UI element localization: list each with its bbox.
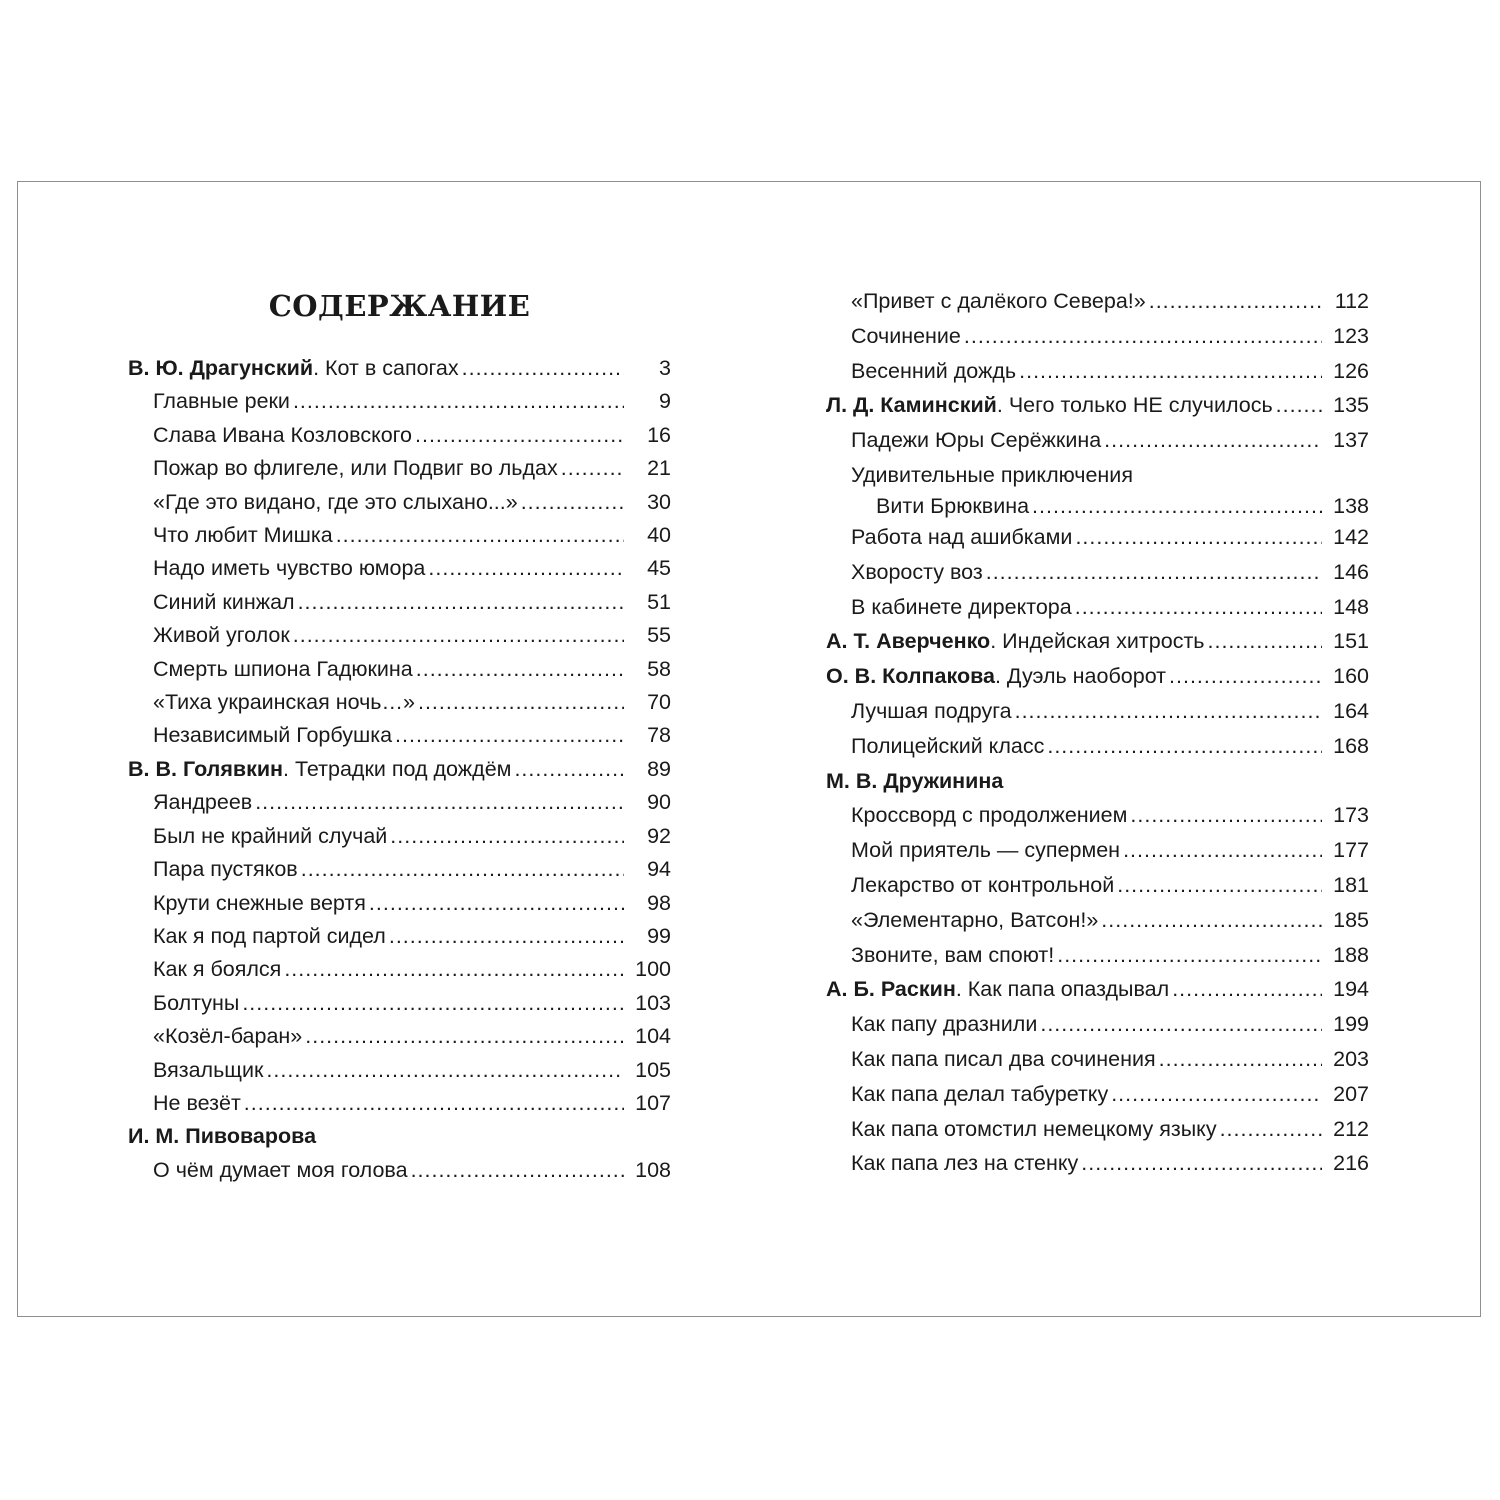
page-number: 168 bbox=[1333, 733, 1369, 758]
toc-entry-title: Как папа лез на стенку bbox=[851, 1151, 1079, 1176]
toc-entry-heading bbox=[153, 686, 415, 719]
toc-entry-heading bbox=[826, 764, 1003, 799]
author-name: А. Т. Аверченко bbox=[826, 629, 991, 654]
dot-leader bbox=[390, 820, 624, 853]
toc-entry-title: . Тетрадки под дождём bbox=[283, 756, 512, 781]
toc-entry-heading bbox=[153, 419, 412, 452]
dot-leader bbox=[1019, 354, 1322, 389]
page-number: 164 bbox=[1333, 698, 1369, 723]
toc-entry-heading bbox=[851, 590, 1072, 625]
page-number: 123 bbox=[1333, 323, 1369, 348]
toc-entry bbox=[826, 354, 1369, 389]
page-number: 108 bbox=[635, 1157, 671, 1182]
toc-entry-heading bbox=[851, 833, 1120, 868]
toc-author-entry bbox=[826, 659, 1369, 694]
toc-entry-title: . Как папа опаздывал bbox=[955, 977, 1170, 1002]
toc-entry-title: «Где это видано, где это слыхано...» bbox=[153, 489, 518, 514]
toc-entry-heading bbox=[851, 903, 1098, 938]
page-number: 89 bbox=[647, 756, 671, 781]
toc-entry-heading bbox=[153, 452, 558, 485]
dot-leader bbox=[1047, 729, 1322, 764]
page-number: 138 bbox=[1333, 493, 1369, 518]
toc-entry bbox=[826, 590, 1369, 625]
toc-entry-heading bbox=[851, 423, 1101, 458]
dot-leader bbox=[428, 552, 624, 585]
dot-leader bbox=[389, 920, 624, 953]
dot-leader bbox=[1015, 694, 1322, 729]
toc-entry-title: Что любит Мишка bbox=[153, 523, 333, 548]
toc-entry-heading bbox=[153, 1154, 408, 1187]
toc-entry-title: Как папу дразнили bbox=[851, 1012, 1038, 1037]
toc-entry bbox=[128, 586, 671, 619]
dot-leader bbox=[266, 1054, 624, 1087]
dot-leader bbox=[1149, 284, 1322, 319]
author-name: Л. Д. Каминский bbox=[826, 393, 997, 418]
toc-entry bbox=[826, 520, 1369, 555]
toc-entry-title: Пожар во флигеле, или Подвиг во льдах bbox=[153, 456, 558, 481]
page-number: 212 bbox=[1333, 1116, 1369, 1141]
dot-leader bbox=[1159, 1042, 1322, 1077]
toc-entry bbox=[128, 486, 671, 519]
dot-leader bbox=[244, 1087, 624, 1120]
toc-entry-heading bbox=[153, 1020, 302, 1053]
author-name: И. М. Пивоварова bbox=[128, 1124, 317, 1149]
toc-entry bbox=[826, 555, 1369, 590]
page-number: 92 bbox=[647, 823, 671, 848]
dot-leader bbox=[1208, 624, 1323, 659]
toc-entry bbox=[128, 452, 671, 485]
page-number: 126 bbox=[1333, 358, 1369, 383]
page-number: 104 bbox=[635, 1024, 671, 1049]
toc-entry-title: «Привет с далёкого Севера!» bbox=[851, 289, 1146, 313]
toc-entry-title: Живой уголок bbox=[153, 623, 290, 648]
page-number: 207 bbox=[1333, 1081, 1369, 1106]
toc-entry bbox=[826, 1077, 1369, 1112]
toc-author-entry bbox=[128, 352, 671, 385]
toc-entry-title: Удивительные приключения bbox=[851, 462, 1133, 487]
toc-author-entry bbox=[826, 764, 1369, 799]
page-number: 160 bbox=[1333, 664, 1369, 689]
page-number: 181 bbox=[1333, 872, 1369, 897]
toc-entry-title: Весенний дождь bbox=[851, 358, 1017, 383]
toc-entry-heading bbox=[153, 887, 366, 920]
toc-entry bbox=[826, 938, 1369, 973]
dot-leader bbox=[293, 385, 624, 418]
toc-entry bbox=[826, 903, 1369, 938]
toc-author-entry bbox=[128, 753, 671, 786]
toc-entry-title: «Козёл-баран» bbox=[153, 1024, 303, 1049]
toc-entry-heading bbox=[851, 938, 1054, 973]
page-number: 70 bbox=[647, 690, 671, 715]
dot-leader bbox=[521, 486, 624, 519]
toc-entry-heading bbox=[153, 719, 392, 752]
dot-leader bbox=[416, 653, 624, 686]
dot-leader bbox=[1040, 1007, 1322, 1042]
toc-entry-heading bbox=[851, 1146, 1078, 1181]
page-number: 151 bbox=[1333, 629, 1369, 654]
page-number: 16 bbox=[647, 422, 671, 447]
toc-entry-heading bbox=[153, 953, 281, 986]
page-number: 216 bbox=[1333, 1151, 1369, 1176]
toc-entry bbox=[128, 887, 671, 920]
toc-right-column bbox=[826, 284, 1369, 1181]
toc-entry bbox=[128, 1054, 671, 1087]
dot-leader bbox=[514, 753, 624, 786]
toc-entry bbox=[826, 319, 1369, 354]
toc-entry-title: Мой приятель — супермен bbox=[851, 838, 1121, 863]
toc-entry-heading bbox=[851, 1042, 1156, 1077]
toc-entry-title: Как я боялся bbox=[153, 957, 282, 982]
dot-leader bbox=[298, 586, 624, 619]
toc-entry-title: Был не крайний случай bbox=[153, 823, 388, 848]
toc-author-entry bbox=[826, 624, 1369, 659]
toc-entry-heading bbox=[153, 653, 413, 686]
toc-entry-title: Звоните, вам споют! bbox=[851, 942, 1055, 967]
toc-entry bbox=[826, 868, 1369, 903]
toc-entry-title: Сочинение bbox=[851, 323, 961, 348]
toc-entry bbox=[128, 419, 671, 452]
dot-leader bbox=[1032, 492, 1322, 520]
toc-entry-title: Хворосту воз bbox=[851, 559, 983, 584]
toc-entry-heading bbox=[128, 1120, 316, 1153]
author-name: В. В. Голявкин bbox=[128, 756, 284, 781]
toc-entry-title: . Дуэль наоборот bbox=[994, 664, 1167, 689]
toc-entry-title: . Чего только НЕ случилось bbox=[996, 393, 1273, 418]
dot-leader bbox=[1075, 520, 1322, 555]
toc-entry-title: «Элементарно, Ватсон!» bbox=[851, 907, 1099, 932]
dot-leader bbox=[1075, 590, 1322, 625]
toc-entry bbox=[128, 953, 671, 986]
page-number: 100 bbox=[635, 957, 671, 982]
toc-entry bbox=[128, 552, 671, 585]
toc-entry-heading bbox=[153, 619, 290, 652]
page-number: 78 bbox=[647, 723, 671, 748]
toc-entry-title: Надо иметь чувство юмора bbox=[153, 556, 426, 581]
toc-entry-title-continued: Вити Брюквина bbox=[876, 493, 1030, 518]
dot-leader bbox=[369, 887, 624, 920]
page-number: 3 bbox=[659, 356, 671, 380]
toc-entry bbox=[128, 619, 671, 652]
dot-leader bbox=[284, 953, 624, 986]
dot-leader bbox=[1123, 833, 1322, 868]
page-number: 177 bbox=[1333, 838, 1369, 863]
toc-entry-heading bbox=[153, 920, 386, 953]
page-number: 199 bbox=[1333, 1012, 1369, 1037]
author-name: М. В. Дружинина bbox=[826, 768, 1004, 793]
toc-entry bbox=[826, 1146, 1369, 1181]
author-name: О. В. Колпакова bbox=[826, 664, 995, 689]
page-number: 99 bbox=[647, 923, 671, 948]
dot-leader bbox=[1276, 388, 1322, 423]
toc-entry bbox=[826, 798, 1369, 833]
toc-entry bbox=[128, 1087, 671, 1120]
toc-entry-heading bbox=[826, 388, 1273, 423]
page-number: 103 bbox=[635, 990, 671, 1015]
dot-leader bbox=[418, 686, 624, 719]
toc-entry-title: Падежи Юры Серёжкина bbox=[851, 428, 1102, 453]
toc-entry-heading bbox=[826, 624, 1205, 659]
toc-entry-heading bbox=[128, 352, 459, 385]
page-number: 105 bbox=[635, 1057, 671, 1082]
dot-leader bbox=[305, 1020, 624, 1053]
toc-author-entry bbox=[826, 972, 1369, 1007]
toc-entry bbox=[826, 458, 1369, 520]
toc-entry-heading bbox=[851, 729, 1044, 764]
toc-entry bbox=[128, 719, 671, 752]
toc-entry-title: Яандреев bbox=[153, 790, 253, 815]
toc-entry-heading bbox=[153, 987, 239, 1020]
toc-entry-heading bbox=[153, 853, 298, 886]
toc-entry-title: О чём думает моя голова bbox=[153, 1157, 408, 1182]
toc-entry bbox=[128, 820, 671, 853]
page-number: 173 bbox=[1333, 803, 1369, 828]
dot-leader bbox=[462, 352, 624, 385]
toc-entry-heading bbox=[153, 1054, 263, 1087]
toc-entry bbox=[826, 833, 1369, 868]
toc-entry-heading bbox=[851, 1077, 1108, 1112]
dot-leader bbox=[415, 419, 624, 452]
page-number: 107 bbox=[635, 1090, 671, 1115]
toc-entry-title: Слава Ивана Козловского bbox=[153, 422, 412, 447]
toc-entry bbox=[826, 284, 1369, 319]
dot-leader bbox=[255, 786, 624, 819]
toc-entry-title: Как папа писал два сочинения bbox=[851, 1046, 1156, 1071]
toc-entry-title: Крути снежные вертя bbox=[153, 890, 366, 915]
page-number: 94 bbox=[647, 857, 671, 882]
toc-entry-title: Главные реки bbox=[153, 389, 290, 414]
toc-entry-heading bbox=[851, 1007, 1037, 1042]
toc-entry-heading bbox=[153, 552, 425, 585]
toc-entry-heading bbox=[851, 520, 1072, 555]
page-number: 90 bbox=[647, 790, 671, 815]
toc-entry-title: Полицейский класс bbox=[851, 733, 1045, 758]
dot-leader bbox=[301, 853, 624, 886]
toc-entry-heading bbox=[153, 519, 333, 552]
toc-entry-line bbox=[826, 492, 1369, 520]
page-number: 21 bbox=[647, 456, 671, 481]
dot-leader bbox=[1101, 903, 1322, 938]
dot-leader bbox=[964, 319, 1322, 354]
page-title: СОДЕРЖАНИЕ bbox=[268, 289, 531, 323]
dot-leader bbox=[1130, 798, 1322, 833]
toc-entry-heading bbox=[851, 354, 1016, 389]
toc-entry bbox=[826, 1042, 1369, 1077]
toc-entry bbox=[128, 385, 671, 418]
dot-leader bbox=[1057, 938, 1322, 973]
page-number: 185 bbox=[1333, 907, 1369, 932]
page-number: 142 bbox=[1333, 524, 1369, 549]
toc-entry-heading bbox=[826, 659, 1166, 694]
toc-entry-title: Независимый Горбушка bbox=[153, 723, 393, 748]
page-number: 30 bbox=[647, 489, 671, 514]
toc-entry-title: Как папа делал табуретку bbox=[851, 1081, 1109, 1106]
page-number: 98 bbox=[647, 890, 671, 915]
page-number: 148 bbox=[1333, 594, 1369, 619]
toc-entry-title: Не везёт bbox=[153, 1090, 241, 1115]
toc-entry-heading bbox=[153, 820, 387, 853]
toc-entry-title: Работа над ашибками bbox=[851, 524, 1073, 549]
toc-entry-line bbox=[826, 458, 1369, 492]
toc-entry bbox=[128, 1154, 671, 1187]
dot-leader bbox=[1111, 1077, 1322, 1112]
dot-leader bbox=[395, 719, 624, 752]
toc-entry-title: Лекарство от контрольной bbox=[851, 872, 1115, 897]
toc-entry-title: Как папа отомстил немецкому языку bbox=[851, 1116, 1217, 1141]
toc-entry-heading bbox=[851, 284, 1146, 319]
page-number: 137 bbox=[1333, 428, 1369, 453]
dot-leader bbox=[336, 519, 624, 552]
toc-author-entry bbox=[826, 388, 1369, 423]
dot-leader bbox=[1104, 423, 1322, 458]
toc-entry-heading bbox=[851, 1112, 1217, 1147]
dot-leader bbox=[1172, 972, 1322, 1007]
toc-entry-heading bbox=[851, 694, 1012, 729]
toc-entry bbox=[826, 1112, 1369, 1147]
toc-entry bbox=[128, 853, 671, 886]
toc-entry-title: Как я под партой сидел bbox=[153, 923, 386, 948]
toc-left-column bbox=[128, 352, 671, 1187]
toc-entry-heading bbox=[153, 486, 518, 519]
toc-entry bbox=[128, 987, 671, 1020]
toc-entry bbox=[128, 1020, 671, 1053]
toc-entry-heading bbox=[851, 798, 1127, 833]
page-number: 9 bbox=[659, 389, 671, 414]
toc-entry-heading bbox=[851, 319, 961, 354]
page-number: 51 bbox=[647, 589, 671, 614]
page-number: 40 bbox=[647, 523, 671, 548]
toc-entry bbox=[826, 1007, 1369, 1042]
toc-entry bbox=[128, 653, 671, 686]
toc-entry-heading bbox=[153, 786, 252, 819]
toc-entry-heading bbox=[826, 972, 1169, 1007]
toc-entry bbox=[128, 920, 671, 953]
dot-leader bbox=[986, 555, 1322, 590]
toc-entry-title: Лучшая подруга bbox=[851, 698, 1012, 723]
dot-leader bbox=[1169, 659, 1322, 694]
dot-leader bbox=[561, 452, 624, 485]
dot-leader bbox=[1220, 1112, 1322, 1147]
toc-entry-title: Кроссворд с продолжением bbox=[851, 803, 1128, 828]
toc-entry bbox=[128, 686, 671, 719]
toc-entry bbox=[128, 786, 671, 819]
toc-entry-title: . Индейская хитрость bbox=[990, 629, 1205, 654]
toc-entry-title: Болтуны bbox=[153, 990, 240, 1015]
toc-entry-title: Пара пустяков bbox=[153, 857, 298, 882]
author-name: А. Б. Раскин bbox=[826, 977, 956, 1002]
toc-entry bbox=[826, 694, 1369, 729]
toc-entry-heading bbox=[153, 586, 295, 619]
toc-entry-title: Синий кинжал bbox=[153, 589, 295, 614]
toc-entry-title: . Кот в сапогах bbox=[313, 356, 459, 380]
page-number: 55 bbox=[647, 623, 671, 648]
page-number: 194 bbox=[1333, 977, 1369, 1002]
page-number: 203 bbox=[1333, 1046, 1369, 1071]
dot-leader bbox=[411, 1154, 624, 1187]
toc-entry-heading bbox=[153, 385, 290, 418]
toc-entry-heading bbox=[128, 753, 511, 786]
page-number: 112 bbox=[1334, 289, 1369, 313]
toc-entry-heading bbox=[851, 868, 1114, 903]
toc-entry-heading bbox=[153, 1087, 241, 1120]
toc-author-entry bbox=[128, 1120, 671, 1153]
toc-entry bbox=[826, 423, 1369, 458]
toc-entry-title: «Тиха украинская ночь…» bbox=[153, 690, 415, 715]
toc-entry bbox=[128, 519, 671, 552]
toc-entry-title: В кабинете директора bbox=[851, 594, 1072, 619]
page-number: 146 bbox=[1333, 559, 1369, 584]
dot-leader bbox=[293, 619, 624, 652]
toc-entry-title: Смерть шпиона Гадюкина bbox=[153, 656, 413, 681]
toc-entry bbox=[826, 729, 1369, 764]
page-number: 58 bbox=[647, 656, 671, 681]
dot-leader bbox=[1081, 1146, 1322, 1181]
dot-leader bbox=[242, 987, 624, 1020]
page-number: 188 bbox=[1333, 942, 1369, 967]
author-name: В. Ю. Драгунский bbox=[128, 356, 314, 380]
toc-entry-title: Вязальщик bbox=[153, 1057, 264, 1082]
dot-leader bbox=[1117, 868, 1322, 903]
page-number: 135 bbox=[1333, 393, 1369, 418]
toc-entry-heading bbox=[851, 555, 983, 590]
page-number: 45 bbox=[647, 556, 671, 581]
